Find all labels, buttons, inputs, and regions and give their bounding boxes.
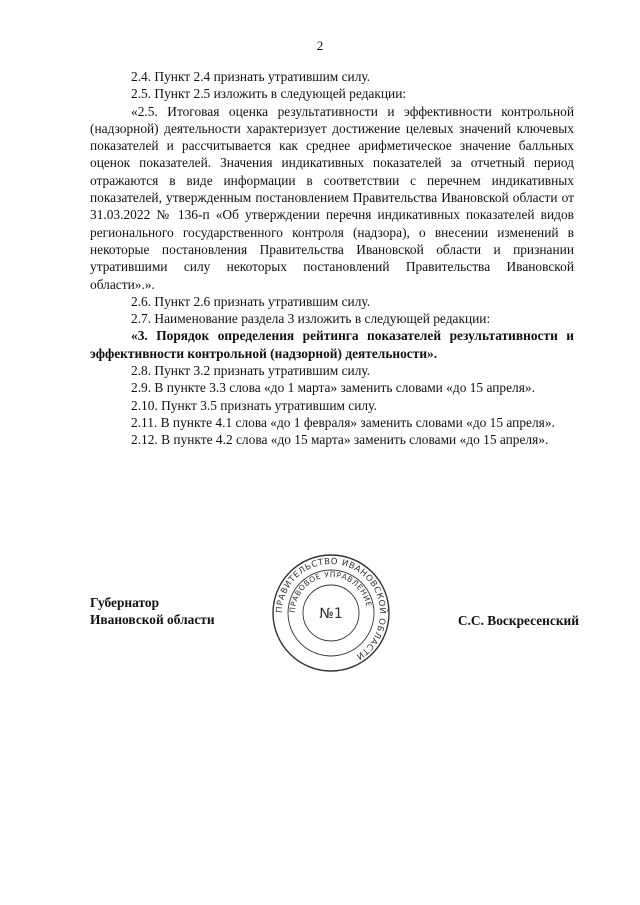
page-number: 2 (316, 38, 324, 53)
section-3-title: «3. Порядок определения рейтинга показателей результативности и эффективности контрольной (надзорной) деятельности». (90, 328, 574, 361)
paragraph-2-5-text: «2.5. Итоговая оценка результативности и эффективности контрольной (надзорной) деятельности характеризует достижение целевых значений ключевых показателей и рассчитывается как среднее арифметическое значение балльных оценок показателей. Значения индикативных показателей за отчетный период отражаются в виде информации в соответствии с перечнем индикативных показателей, утвержденным постановлением Правительства Ивановской области от 31.03.2022 № 136-п «Об утверждении перечня индикативных показателей видов регионального государственного контроля (надзора), о внесении изменений в некоторые постановления Правительства Ивановской области и признании утратившими силу некоторых постановлений Правительства Ивановской области».». (90, 103, 574, 292)
paragraph-2-6: 2.6. Пункт 2.6 признать утратившим силу. (131, 293, 371, 309)
stamp-number: №1 (319, 606, 343, 622)
stamp-inner-text: ПРАВОВОЕ УПРАВЛЕНИЕ (287, 569, 374, 614)
paragraph-2-5: 2.5. Пункт 2.5 изложить в следующей редакции: (131, 86, 407, 102)
signatory-name: С.С. Воскресенский (457, 613, 579, 628)
paragraph-2-9: 2.9. В пункте 3.3 слова «до 1 марта» заменить словами «до 15 апреля». (131, 380, 535, 396)
paragraph-2-10: 2.10. Пункт 3.5 признать утратившим силу. (131, 397, 377, 413)
signatory-title (90, 594, 215, 629)
document-body (90, 68, 574, 449)
paragraph-2-11: 2.11. В пункте 4.1 слова «до 1 февраля» заменить словами «до 15 апреля». (131, 414, 555, 430)
paragraph-2-8: 2.8. Пункт 3.2 признать утратившим силу. (131, 363, 371, 379)
paragraph-2-12: 2.12. В пункте 4.2 слова «до 15 марта» заменить словами «до 15 апреля». (131, 432, 549, 448)
paragraph-2-7: 2.7. Наименование раздела 3 изложить в следующей редакции: (131, 311, 491, 327)
official-stamp (270, 552, 392, 674)
signatory-title-line2: Ивановской области (90, 612, 215, 628)
signatory-title-line1: Губернатор (90, 595, 160, 610)
paragraph-2-4: 2.4. Пункт 2.4 признать утратившим силу. (131, 69, 371, 84)
stamp-outer-text: ПРАВИТЕЛЬСТВО ИВАНОВСКОЙ ОБЛАСТИ (274, 556, 388, 662)
